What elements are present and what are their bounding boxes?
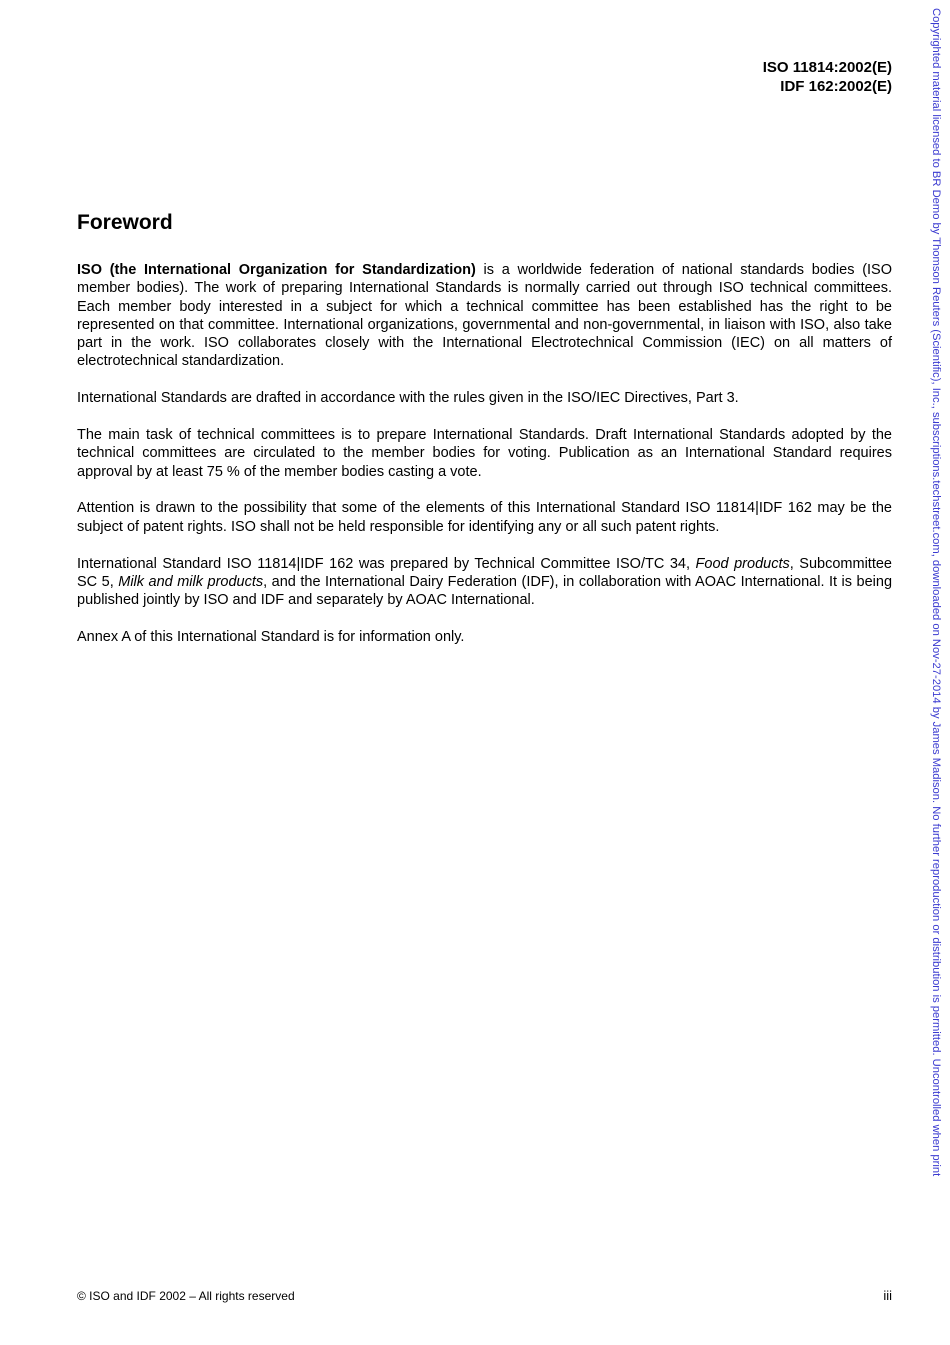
milk-products-italic: Milk and milk products	[118, 573, 264, 590]
paragraph-patent-rights: Attention is drawn to the possibility that some of the elements of this International Standard ISO 11814|IDF 162 may be the subject of patent rights. ISO shall not be held responsible for identifying any or all such patent rights.	[77, 500, 892, 535]
license-watermark: Copyrighted material licensed to BR Demo by Thomson Reuters (Scientific), Inc., subscriptions.techstreet.com, downloaded on Nov-27-2014 by James Madison. No further reproduction or distribution is permitted. Uncontrolled when print	[930, 8, 942, 1177]
food-products-italic: Food products	[695, 555, 790, 572]
page-title: Foreword	[77, 211, 173, 234]
paragraph-directives: International Standards are drafted in accordance with the rules given in the ISO/IEC Directives, Part 3.	[77, 390, 739, 407]
preparation-text-3: , and the International Dairy Federation (IDF), in collaboration with AOAC International. It is being published jointly by ISO and IDF and separately by AOAC International.	[77, 573, 893, 609]
preparation-text-2: , Subcommittee SC 5,	[77, 555, 892, 590]
standard-identifiers	[763, 58, 892, 96]
iso-intro-text: is a worldwide federation of national standards bodies (ISO member bodies). The work of preparing International Standards is normally carried out through ISO technical committees. Each member body interested in a subject for which a technical committee has been established has the right to be represented on that committee. International organizations, governmental and non-governmental, in liaison with ISO, also take part in the work. ISO collaborates closely with the International Electrotechnical Commission (IEC) on all matters of electrotechnical standardization.	[77, 262, 892, 370]
preparation-text-1: International Standard ISO 11814|IDF 162 was prepared by Technical Committee ISO/TC 34,	[77, 555, 696, 572]
foreword-body	[77, 261, 892, 665]
paragraph-technical-committees: The main task of technical committees is to prepare International Standards. Draft International Standards adopted by the technical committees are circulated to the member bodies for voting. Publication as an International Standard requires approval by at least 75 % of the member bodies casting a vote.	[77, 427, 892, 480]
iso-bold-lead: ISO (the International Organization for Standardization)	[77, 262, 476, 278]
copyright-notice: © ISO and IDF 2002 – All rights reserved	[77, 1289, 295, 1303]
paragraph-iso-intro	[77, 261, 892, 371]
paragraph-preparation	[77, 555, 892, 610]
idf-standard-id: IDF 162:2002(E)	[780, 78, 892, 95]
paragraph-annex: Annex A of this International Standard is for information only.	[77, 628, 465, 645]
page-number: iii	[883, 1288, 892, 1303]
iso-standard-id: ISO 11814:2002(E)	[762, 59, 892, 76]
